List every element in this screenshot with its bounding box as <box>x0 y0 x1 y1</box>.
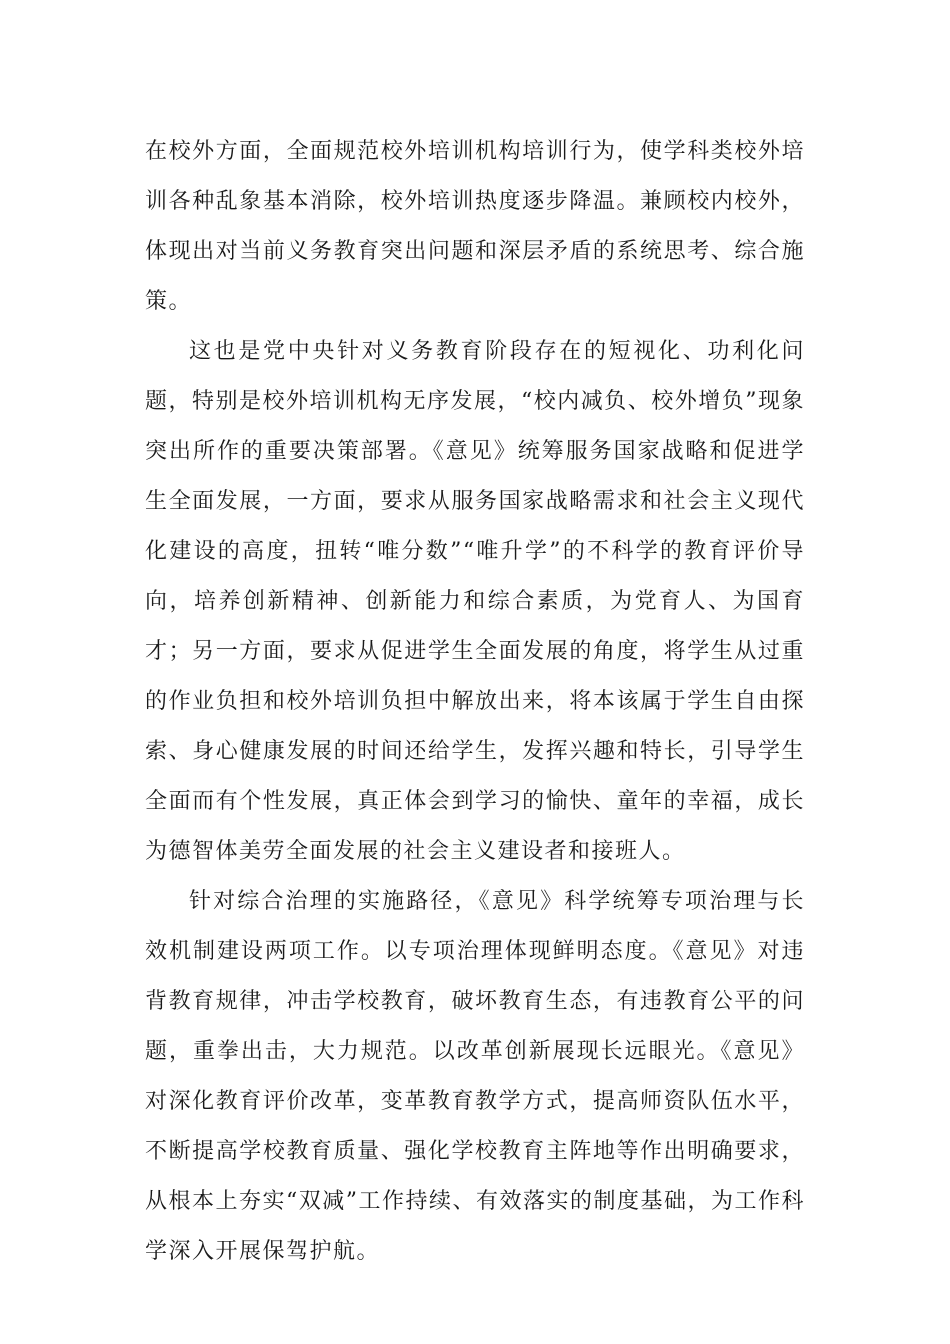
paragraph-continuation: 在校外方面，全面规范校外培训机构培训行为，使学科类校外培训各种乱象基本消除，校外培训热度逐步降温。兼顾校内校外，体现出对当前义务教育突出问题和深层矛盾的系统思考、综合施策。 <box>145 139 805 314</box>
paragraph-implementation-path: 针对综合治理的实施路径，《意见》科学统筹专项治理与长效机制建设两项工作。以专项治理体现鲜明态度。《意见》对违背教育规律，冲击学校教育，破坏教育生态，有违教育公平的问题，重拳出击，大力规范。以改革创新展现长远眼光。《意见》对深化教育评价改革，变革教育教学方式，提高师资队伍水平，不断提高学校教育质量、强化学校教育主阵地等作出明确要求，从根本上夯实“双减”工作持续、有效落实的制度基础，为工作科学深入开展保驾护航。 <box>145 889 805 1264</box>
paragraph-background: 这也是党中央针对义务教育阶段存在的短视化、功利化问题，特别是校外培训机构无序发展，“校内减负、校外增负”现象突出所作的重要决策部署。《意见》统筹服务国家战略和促进学生全面发展，一方面，要求从服务国家战略需求和社会主义现代化建设的高度，扭转“唯分数”“唯升学”的不科学的教育评价导向，培养创新精神、创新能力和综合素质，为党育人、为国育才；另一方面，要求从促进学生全面发展的角度，将学生从过重的作业负担和校外培训负担中解放出来，将本该属于学生自由探索、身心健康发展的时间还给学生，发挥兴趣和特长，引导学生全面而有个性发展，真正体会到学习的愉快、童年的幸福，成长为德智体美劳全面发展的社会主义建设者和接班人。 <box>145 339 805 864</box>
document-body <box>145 127 805 1277</box>
